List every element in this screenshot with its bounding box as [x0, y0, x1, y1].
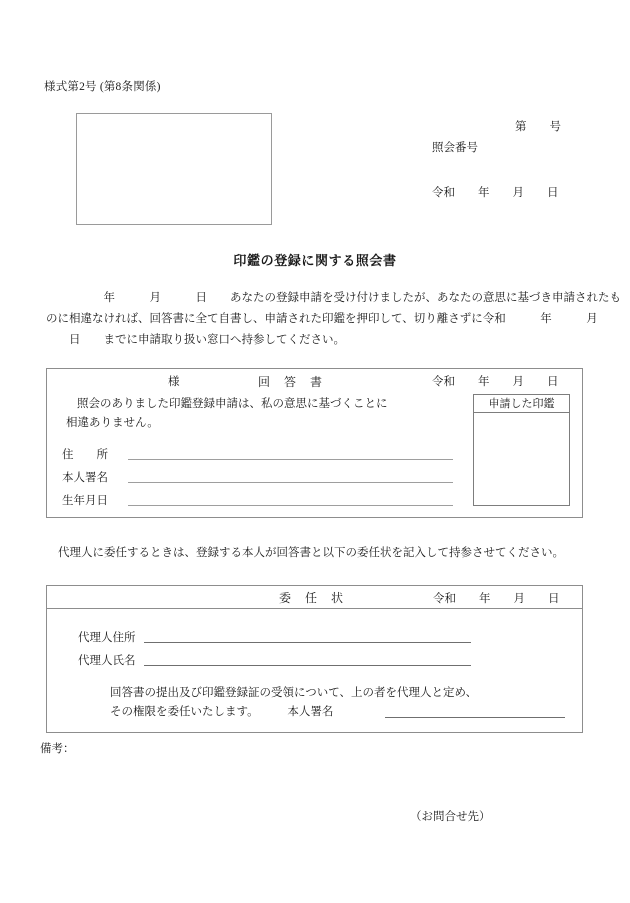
power-of-attorney-statement-line-1: 回答書の提出及び印鑑登録証の受領について、上の者を代理人と定め、	[110, 687, 478, 699]
field-label-birthdate: 生年月日	[62, 495, 108, 507]
intro-line-1: 年 月 日 あなたの登録申請を受け付けましたが、あなたの意思に基づき申請されたも	[46, 292, 621, 304]
form-code: 様式第2号 (第8条関係)	[44, 81, 161, 93]
field-label-address: 住 所	[62, 449, 108, 461]
field-input-address[interactable]	[128, 446, 453, 460]
answer-statement-line-2: 相違ありません。	[66, 417, 159, 429]
field-label-proxy-address: 代理人住所	[78, 632, 136, 644]
seal-box[interactable]	[473, 394, 570, 506]
power-of-attorney-date: 令和 年 月 日	[433, 593, 560, 605]
field-row-signature	[62, 469, 462, 485]
field-row-address	[62, 446, 462, 462]
proxy-instruction-note: 代理人に委任するときは、登録する本人が回答書と以下の委任状を記入して持参させてください。	[58, 547, 564, 559]
field-input-principal-signature[interactable]	[385, 716, 565, 718]
field-label-proxy-name: 代理人氏名	[78, 655, 136, 667]
answer-addressee-suffix: 様	[168, 376, 180, 388]
answer-date: 令和 年 月 日	[432, 376, 559, 388]
field-input-proxy-address[interactable]	[144, 629, 471, 643]
answer-heading: 回 答 書	[258, 375, 324, 389]
seal-stamp-area[interactable]	[474, 413, 569, 505]
contact-label: （お問合せ先）	[410, 811, 491, 823]
field-input-birthdate[interactable]	[128, 492, 453, 506]
reference-number-label: 照会番号	[432, 142, 478, 154]
addressee-box[interactable]	[76, 113, 272, 225]
field-label-signature: 本人署名	[62, 472, 108, 484]
field-row-proxy-name	[78, 652, 471, 668]
document-number: 第 号	[515, 121, 561, 133]
intro-paragraph	[46, 288, 621, 351]
intro-line-2: のに相違なければ、回答書に全て自書し、申請された印鑑を押印して、切り離さずに令和 年 月	[46, 313, 598, 325]
power-of-attorney-heading: 委 任 状	[279, 591, 345, 605]
power-of-attorney-header	[47, 586, 582, 609]
issue-date: 令和 年 月 日	[432, 187, 559, 199]
field-input-signature[interactable]	[128, 469, 453, 483]
intro-line-3: 日 までに申請取り扱い窓口へ持参してください。	[46, 334, 345, 346]
answer-statement	[66, 395, 456, 433]
seal-box-label: 申請した印鑑	[474, 395, 569, 413]
field-row-birthdate	[62, 492, 462, 508]
power-of-attorney-statement-line-2: その権限を委任いたします。 本人署名	[110, 706, 334, 718]
answer-statement-line-1: 照会のありました印鑑登録申請は、私の意思に基づくことに	[77, 398, 388, 410]
page-title: 印鑑の登録に関する照会書	[233, 253, 397, 268]
remarks-label: 備考：	[40, 743, 75, 755]
field-input-proxy-name[interactable]	[144, 652, 471, 666]
field-row-proxy-address	[78, 629, 471, 645]
